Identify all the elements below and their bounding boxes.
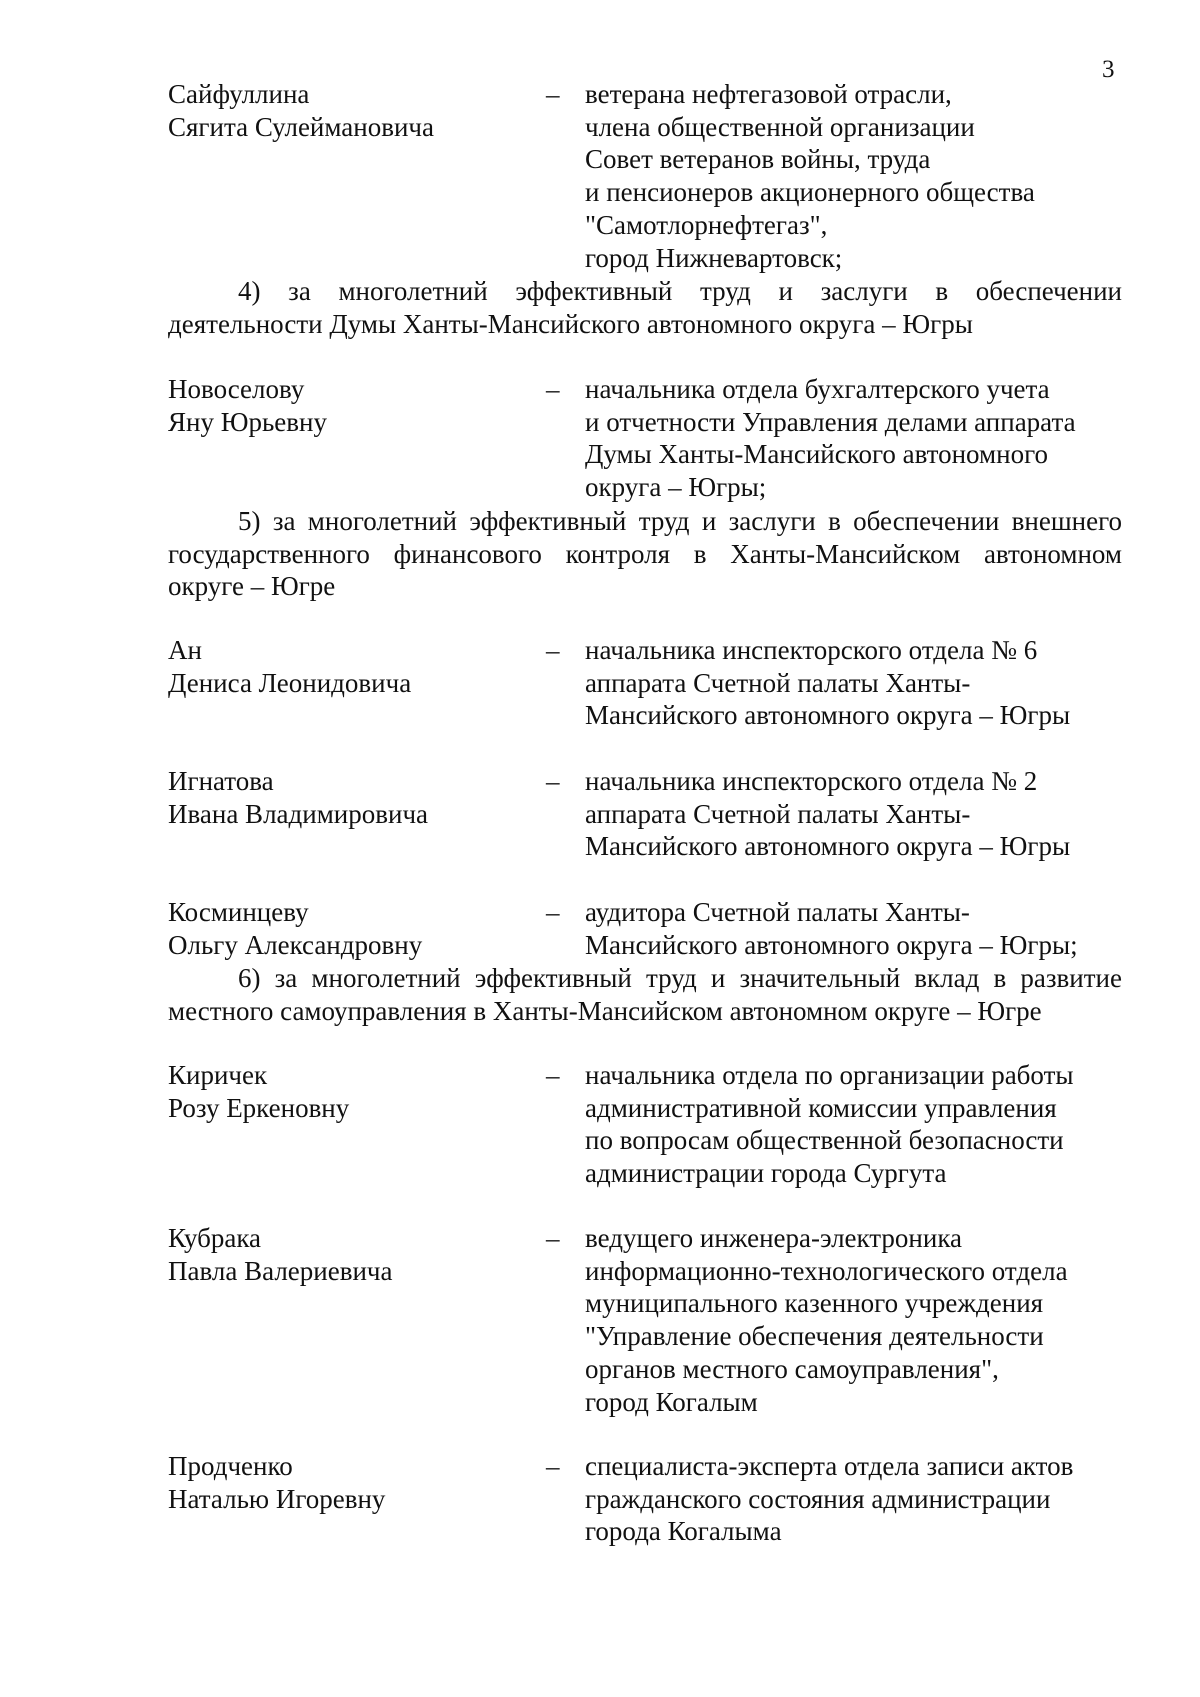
- award-entry: [0, 1059, 1200, 1194]
- separator-dash: –: [546, 79, 560, 109]
- award-category-paragraph: [168, 275, 1122, 340]
- recipient-position: [585, 765, 1125, 863]
- name-line: Наталью Игоревну: [168, 1483, 386, 1514]
- name-line: Игнатова: [168, 766, 274, 796]
- position-line: администрации города Сургута: [585, 1158, 947, 1189]
- paragraph-line: округе – Югре: [168, 571, 336, 602]
- name-line: Дениса Леонидовича: [168, 667, 412, 698]
- recipient-name: [168, 765, 528, 830]
- name-line: Ивана Владимировича: [168, 798, 429, 829]
- position-line: аппарата Счетной палаты Ханты-: [585, 667, 971, 698]
- position-line: аудитора Счетной палаты Ханты-: [585, 897, 970, 927]
- paragraph-line: государственного финансового контроля в Ханты-Мансийском автономном: [168, 538, 1122, 569]
- separator-dash: –: [546, 1451, 560, 1481]
- name-line: Розу Еркеновну: [168, 1092, 350, 1123]
- recipient-name: [168, 896, 528, 961]
- position-line: округа – Югры;: [585, 472, 767, 503]
- position-line: "Управление обеспечения деятельности: [585, 1321, 1044, 1352]
- name-line: Продченко: [168, 1451, 293, 1481]
- award-category-paragraph: [168, 505, 1122, 603]
- name-line: Кубрака: [168, 1223, 262, 1253]
- position-line: Думы Ханты-Мансийского автономного: [585, 439, 1048, 470]
- award-category-paragraph: [168, 962, 1122, 1027]
- paragraph-line: 6) за многолетний эффективный труд и значительный вклад в развитие: [238, 963, 1122, 993]
- position-line: и пенсионеров акционерного общества: [585, 177, 1035, 208]
- separator-dash: –: [546, 374, 560, 404]
- position-line: административной комиссии управления: [585, 1092, 1057, 1123]
- recipient-position: [585, 1059, 1125, 1190]
- position-line: гражданского состояния администрации: [585, 1483, 1051, 1514]
- recipient-position: [585, 1450, 1125, 1548]
- name-line: Ан: [168, 635, 202, 665]
- position-line: члена общественной организации: [585, 111, 975, 142]
- position-line: начальника инспекторского отдела № 2: [585, 766, 1038, 796]
- recipient-position: [585, 78, 1125, 274]
- name-line: Новоселову: [168, 374, 305, 404]
- position-line: Мансийского автономного округа – Югры;: [585, 929, 1078, 960]
- separator-dash: –: [546, 1223, 560, 1253]
- award-entry: [0, 1222, 1200, 1422]
- page-number: 3: [1102, 56, 1115, 83]
- name-line: Киричек: [168, 1060, 268, 1090]
- position-line: Совет ветеранов войны, труда: [585, 144, 931, 175]
- name-line: Ольгу Александровну: [168, 929, 423, 960]
- recipient-position: [585, 373, 1125, 504]
- award-entry: [0, 1450, 1200, 1555]
- award-entry: [0, 373, 1200, 513]
- name-line: Сайфуллина: [168, 79, 310, 109]
- name-line: Сягита Сулеймановича: [168, 111, 434, 142]
- award-entry: [0, 634, 1200, 739]
- recipient-name: [168, 634, 528, 699]
- name-line: Косминцеву: [168, 897, 309, 927]
- award-entry: [0, 896, 1200, 966]
- recipient-position: [585, 1222, 1125, 1418]
- recipient-name: [168, 373, 528, 438]
- position-line: начальника отдела по организации работы: [585, 1060, 1074, 1090]
- position-line: ведущего инженера-электроника: [585, 1223, 963, 1253]
- name-line: Павла Валериевича: [168, 1255, 393, 1286]
- position-line: город Когалым: [585, 1386, 758, 1417]
- recipient-name: [168, 78, 528, 143]
- position-line: аппарата Счетной палаты Ханты-: [585, 798, 971, 829]
- position-line: Мансийского автономного округа – Югры: [585, 700, 1071, 731]
- position-line: специалиста-эксперта отдела записи актов: [585, 1451, 1074, 1481]
- separator-dash: –: [546, 635, 560, 665]
- paragraph-line: деятельности Думы Ханты-Мансийского автономного округа – Югры: [168, 308, 973, 339]
- name-line: Яну Юрьевну: [168, 406, 327, 437]
- separator-dash: –: [546, 897, 560, 927]
- award-entry: [0, 765, 1200, 870]
- award-entry: [0, 78, 1200, 278]
- position-line: Мансийского автономного округа – Югры: [585, 831, 1071, 862]
- recipient-name: [168, 1059, 528, 1124]
- recipient-position: [585, 896, 1125, 961]
- paragraph-line: местного самоуправления в Ханты-Мансийском автономном округе – Югре: [168, 995, 1042, 1026]
- position-line: "Самотлорнефтегаз",: [585, 209, 828, 240]
- position-line: ветерана нефтегазовой отрасли,: [585, 79, 952, 109]
- position-line: муниципального казенного учреждения: [585, 1288, 1044, 1319]
- position-line: город Нижневартовск;: [585, 242, 843, 273]
- separator-dash: –: [546, 1060, 560, 1090]
- paragraph-line: 5) за многолетний эффективный труд и заслуги в обеспечении внешнего: [238, 506, 1122, 536]
- recipient-name: [168, 1450, 528, 1515]
- position-line: и отчетности Управления делами аппарата: [585, 406, 1076, 437]
- position-line: по вопросам общественной безопасности: [585, 1125, 1064, 1156]
- position-line: органов местного самоуправления",: [585, 1353, 999, 1384]
- recipient-position: [585, 634, 1125, 732]
- position-line: города Когалыма: [585, 1516, 782, 1547]
- separator-dash: –: [546, 766, 560, 796]
- position-line: информационно-технологического отдела: [585, 1255, 1068, 1286]
- position-line: начальника инспекторского отдела № 6: [585, 635, 1038, 665]
- recipient-name: [168, 1222, 528, 1287]
- paragraph-line: 4) за многолетний эффективный труд и заслуги в обеспечении: [238, 276, 1122, 306]
- position-line: начальника отдела бухгалтерского учета: [585, 374, 1050, 404]
